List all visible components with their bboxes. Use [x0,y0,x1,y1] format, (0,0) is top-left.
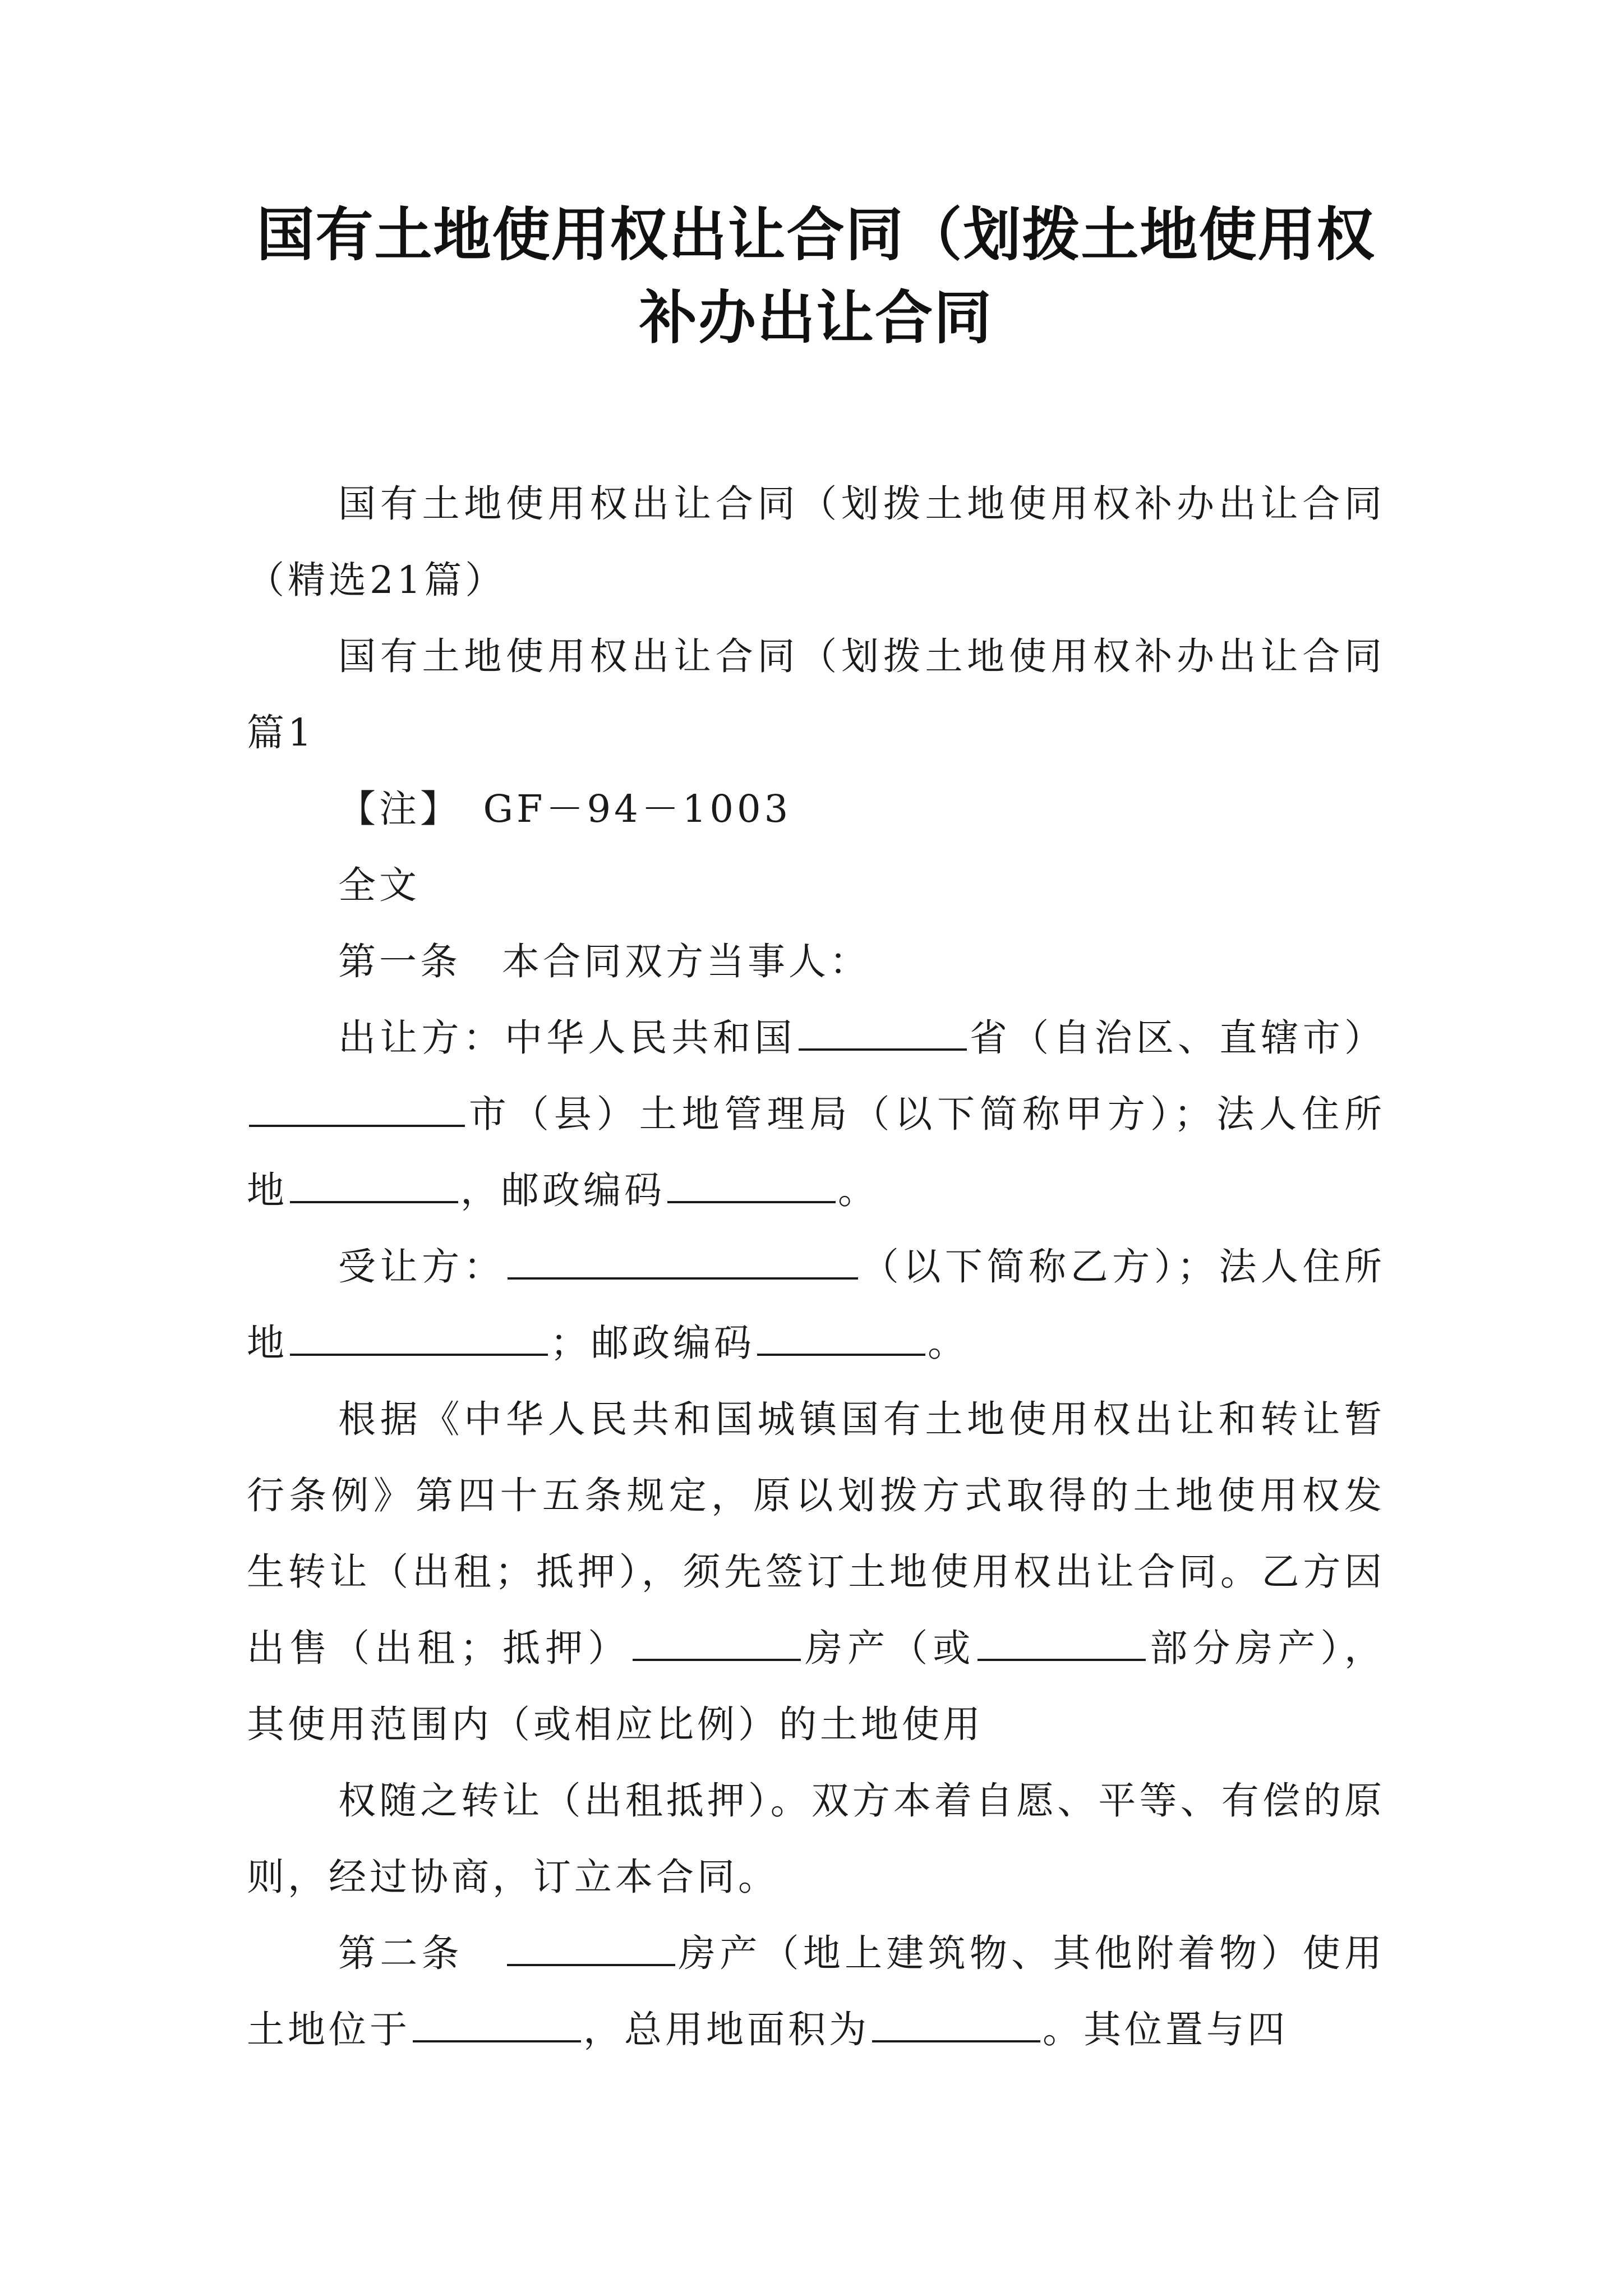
paragraph-text: 权随之转让（出租抵押）。双方本着自愿、平等、有偿的原则，经过协商，订立本合同。 [247,1779,1385,1899]
fill-in-blank-location [413,2007,581,2042]
paragraph-transferee [247,1228,1385,1381]
document-body [247,466,1385,2068]
paragraph-collection-title [247,466,1385,618]
paragraph-full-text-label [247,847,1385,923]
fill-in-blank-city [249,1091,465,1127]
fill-in-blank-postcode [757,1320,925,1356]
text-segment: ，总用地面积为 [583,2008,870,2051]
paragraph-text: 国有土地使用权出让合同（划拨土地使用权补办出让合同 篇1 [247,634,1385,754]
title-line-1: 国有土地使用权出让合同（划拨土地使用权 [256,201,1376,269]
paragraph-text: 国有土地使用权出让合同（划拨土地使用权补办出让合同（精选21篇） [247,482,1385,602]
text-segment: ；邮政编码 [550,1321,755,1365]
text-segment: 受让方： [338,1245,506,1289]
fill-in-blank-postcode [667,1167,836,1203]
fill-in-blank-partial-property [978,1625,1146,1661]
text-segment: （以下简称乙方）；法人住所地 [247,1245,1386,1365]
document-title [247,194,1385,360]
paragraph-text: 全文 [338,863,420,907]
fill-in-blank-address [290,1167,458,1203]
text-segment: 出让方：中华人民共和国 [338,1016,796,1060]
text-segment: 房产（或 [803,1626,976,1670]
text-segment: 省（自治区、直辖市） [969,1016,1386,1060]
fill-in-blank-transferee [508,1244,858,1280]
paragraph-article-1 [247,923,1385,1000]
text-segment: 第二条 [338,1931,505,1975]
paragraph-text: 第一条 本合同双方当事人： [338,940,870,983]
paragraph-principles [247,1763,1385,1915]
fill-in-blank-area [872,2007,1040,2042]
text-segment: 。其位置与四 [1043,2008,1288,2051]
paragraph-article-2 [247,1915,1385,2068]
text-segment: ，邮政编码 [460,1168,665,1212]
paragraph-article-heading [247,618,1385,771]
text-segment: 房产（地上建筑物、其他附着物）使用土地位于 [247,1931,1385,2051]
paragraph-transferor [247,1000,1385,1228]
fill-in-blank-property [633,1625,801,1661]
text-segment: 根据《中华人民共和国城镇国有土地使用权出让和转让暂行条例》第四十五条规定，原以划拨方式取得的土地使用权发生转让（出租；抵押），须先签订土地使用权出让合同。乙方因出售（出租；抵押） [247,1397,1385,1670]
paragraph-text: 【注】 GF－94－1003 [338,787,792,831]
paragraph-legal-basis [247,1381,1385,1763]
text-segment: 。 [838,1168,879,1212]
text-segment: 部分房产），其使用范围内（或相应比例）的土地使用 [247,1626,1386,1746]
fill-in-blank-province [799,1015,967,1051]
fill-in-blank-address [290,1320,548,1356]
title-line-2: 补办出让合同 [639,284,993,352]
text-segment: 。 [928,1321,969,1365]
paragraph-note [247,771,1385,847]
text-segment: 市（县）土地管理局（以下简称甲方）；法人住所地 [247,1092,1385,1212]
fill-in-blank-property [507,1930,675,1966]
